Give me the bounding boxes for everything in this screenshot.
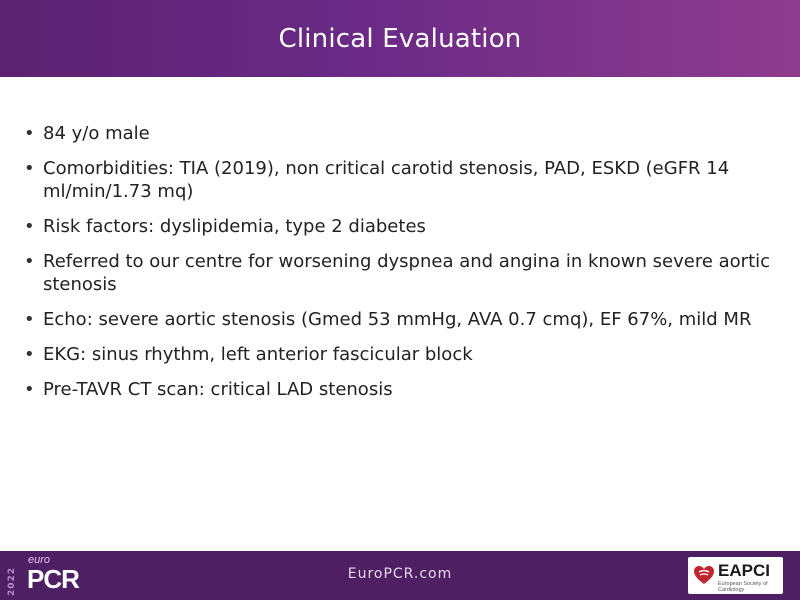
list-item: [24, 378, 774, 401]
bullet-dot-icon: •: [24, 251, 35, 272]
bullet-text: Echo: severe aortic stenosis (Gmed 53 mmHg, AVA 0.7 cmq), EF 67%, mild MR: [43, 309, 752, 330]
logo-year: 2022: [7, 566, 17, 596]
bullet-text: Pre-TAVR CT scan: critical LAD stenosis: [43, 379, 393, 400]
bullet-dot-icon: •: [24, 344, 35, 365]
list-item: [24, 215, 774, 238]
eapci-name: EAPCI: [718, 561, 770, 580]
bullet-dot-icon: •: [24, 379, 35, 400]
bullet-text: EKG: sinus rhythm, left anterior fascicular block: [43, 344, 473, 365]
bullet-text: Risk factors: dyslipidemia, type 2 diabetes: [43, 216, 426, 237]
slide-footer: [0, 551, 800, 600]
list-item: [24, 343, 774, 366]
logo-euro: euro: [28, 554, 51, 566]
slide-title: Clinical Evaluation: [278, 23, 522, 54]
logo-pcr: PCR: [27, 564, 79, 594]
bullet-dot-icon: •: [24, 123, 35, 144]
bullet-list: [24, 122, 774, 401]
list-item: [24, 157, 774, 203]
bullet-text: Referred to our centre for worsening dyspnea and angina in known severe aortic stenosis: [43, 251, 771, 295]
bullet-dot-icon: •: [24, 158, 35, 179]
slide-header: [0, 0, 800, 77]
eapci-logo: [688, 557, 783, 594]
list-item: [24, 308, 774, 331]
bullet-dot-icon: •: [24, 216, 35, 237]
list-item: [24, 122, 774, 145]
eapci-heart-icon: [692, 563, 716, 587]
bullet-text: Comorbidities: TIA (2019), non critical carotid stenosis, PAD, ESKD (eGFR 14 ml/min/1.73 mq): [43, 158, 730, 202]
footer-url: EuroPCR.com: [347, 566, 453, 582]
slide-content: [24, 122, 774, 413]
eapci-subtitle: European Society of Cardiology: [718, 581, 768, 593]
bullet-dot-icon: •: [24, 309, 35, 330]
bullet-text: 84 y/o male: [43, 123, 150, 144]
list-item: [24, 250, 774, 296]
